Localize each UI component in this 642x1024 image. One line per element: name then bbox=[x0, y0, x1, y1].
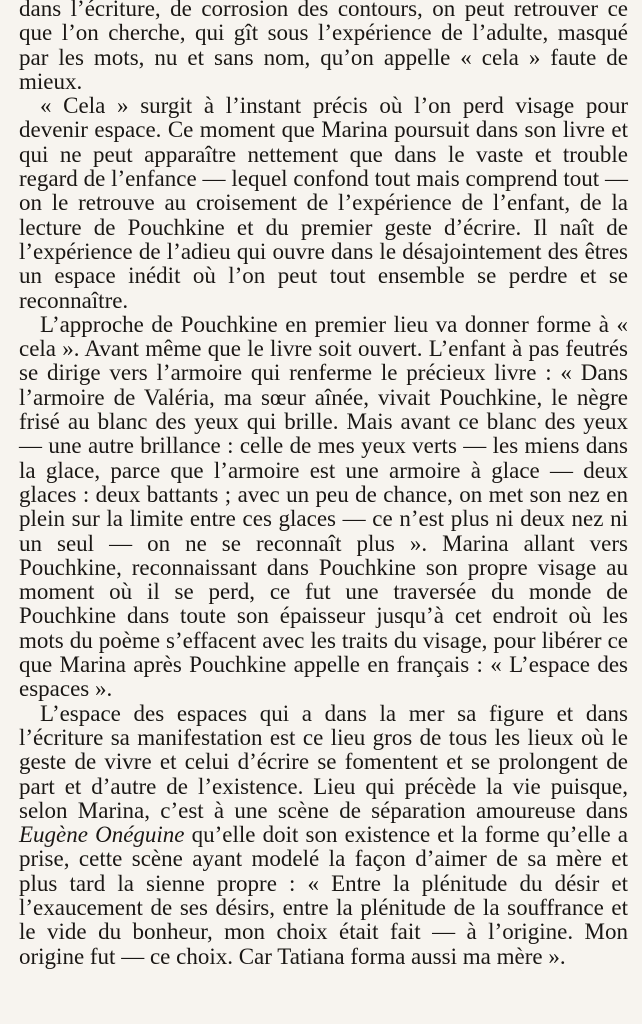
paragraph-cela: « Cela » surgit à l’instant précis où l’on perd visage pour devenir espace. Ce moment que Marina poursuit dans son livre et qui ne peut apparaître nettement que dans le vaste et trouble regard de l’enfance — lequel confond tout mais comprend tout — on le retrouve au croisement de l’expérience de l’enfant, de la lecture de Pouchkine et du premier geste d’écrire. Il naît de l’expérience de l’adieu qui ouvre dans le désajointement des êtres un espace inédit où l’on peut tout ensemble se perdre et se reconnaître. bbox=[19, 93, 628, 313]
book-title-eugene-oneguine: Eugène Onéguine bbox=[19, 822, 185, 848]
paragraph-espace-des-espaces bbox=[19, 702, 628, 969]
paragraph-continued: dans l’écriture, de corrosion des contours, on peut retrouver ce que l’on cherche, qui gît sous l’expérience de l’adulte, masqué par les mots, nu et sans nom, qu’on appelle « cela » faute de mieux. bbox=[19, 0, 628, 94]
paragraph-text-after-title: qu’elle doit son existence et la forme qu’elle a prise, cette scène ayant modelé la façon d’aimer de sa mère et plus tard la sienne propre : « Entre la plénitude du désir et l’exaucement de ses désirs, entre la plénitude de la souffrance et le vide du bonheur, mon choix était fait — à l’origine. Mon origine fut — ce choix. Car Tatiana forma aussi ma mère ». bbox=[19, 822, 628, 969]
paragraph-pouchkine: L’approche de Pouchkine en premier lieu va donner forme à « cela ». Avant même que le livre soit ouvert. L’enfant à pas feutrés se dirige vers l’armoire qui renferme le précieux livre : « Dans l’armoire de Valéria, ma sœur aînée, vivait Pouchkine, le nègre frisé au blanc des yeux qui brille. Mais avant ce blanc des yeux — une autre brillance : celle de mes yeux verts — les miens dans la glace, parce que l’armoire est une armoire à glace — deux glaces : deux battants ; avec un peu de chance, on met son nez en plein sur la limite entre ces glaces — ce n’est plus ni deux nez ni un seul — on ne se reconnaît plus ». Marina allant vers Pouchkine, reconnaissant dans Pouchkine son propre visage au moment où il se perd, ce fut une traversée du monde de Pouchkine dans toute son épaisseur jusqu’à cet endroit où les mots du poème s’effacent avec les traits du visage, pour libérer ce que Marina après Pouchkine appelle en français : « L’espace des espaces ». bbox=[19, 311, 628, 702]
paragraph-text-before-title: L’espace des espaces qui a dans la mer sa figure et dans l’écriture sa manifestation est ce lieu gros de tous les lieux où le geste de vivre et celui d’écrire se fomentent et se prolongent de part et d’autre de l’existence. Lieu qui précède la vie puisque, selon Marina, c’est à une scène de séparation amoureuse dans bbox=[19, 700, 628, 823]
